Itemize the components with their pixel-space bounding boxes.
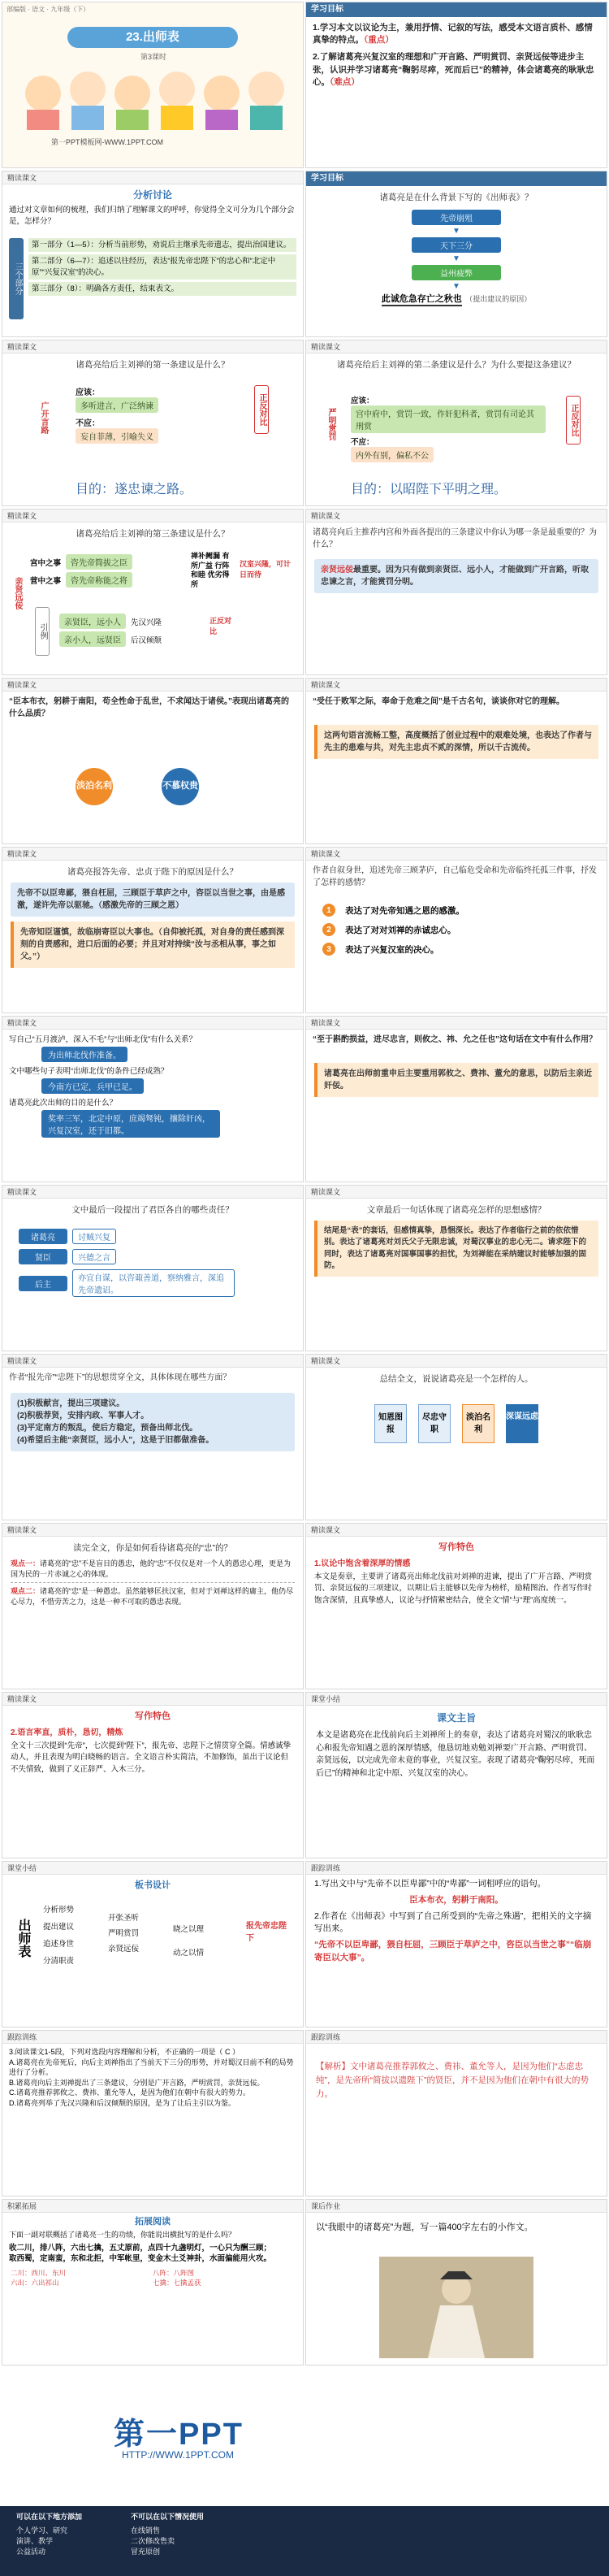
slide-advice-1[interactable] — [2, 340, 304, 506]
slide-header: 学习目标 — [306, 171, 607, 186]
example-1-result: 先汉兴隆 — [131, 618, 162, 627]
question-1: 写自己“五月渡泸，深入不毛”与“出师北伐”有什么关系？ — [9, 1035, 197, 1044]
board-mid-2: 严明赏罚 — [108, 1929, 140, 1938]
box-3: 益州疲弊 — [412, 265, 501, 280]
slide-header: 精读课文 — [306, 848, 607, 861]
left-label: 亲贤远佞 — [9, 557, 24, 630]
option-b: B.诸葛亮向后主刘禅提出了三条建议，分别是广开言路，严明赏罚，亲贤远佞。 — [9, 2078, 265, 2087]
couplet-down: 取西蜀，定南蛮，东和北拒，中军帐里，变金木土爻神卦，水面偏能用火攻。 — [9, 2254, 272, 2264]
slide-board-design[interactable] — [2, 1861, 304, 2027]
slide-header: 精读课文 — [306, 340, 607, 353]
question: 诸葛亮给后主刘禅的第三条建议是什么？ — [76, 529, 230, 539]
answer-1: 为出师北伐作准备。 — [41, 1047, 127, 1062]
duty-person-2: 贤臣 — [19, 1249, 67, 1264]
slide-header: 精读课文 — [2, 171, 303, 184]
section-title: 拓展阅读 — [135, 2217, 171, 2227]
goal-1-tag: （重点） — [364, 35, 394, 46]
view-2-label: 观点二： — [11, 1587, 41, 1596]
slide-header: 精读课文 — [2, 510, 303, 523]
question: 文章最后一句话体现了诸葛亮怎样的思想感情？ — [366, 1205, 546, 1215]
feature-text: 全文十三次提到“先帝”，七次提到“陛下”，报先帝、忠陛下之情贯穿全篇。情感诚挚动人，并且表现为明白晓畅的语言。全文语言朴实简洁，不加修饰，虽出于议论但不失情致，做到了义正辞严、入木三分。 — [11, 1741, 292, 1774]
lesson-title: 23.出师表 — [67, 27, 238, 48]
slide-goals[interactable] — [305, 2, 607, 168]
slide-summary-traits[interactable] — [305, 1354, 607, 1520]
question-3: 诸葛亮此次出师的目的是什么？ — [9, 1099, 118, 1108]
question: 诸葛亮向后主推荐内宫和外面各提出的三条建议中你认为哪一条是最重要的？为什么？ — [313, 528, 597, 549]
example-1: 亲贤臣，远小人 — [59, 614, 126, 629]
slide-background[interactable]: 学习目标 诸葛亮是在什么背景下写的《出师表》？ 先帝崩殂 ▼ 天下三分 ▼ 益州疲弊 ▼ 此诚危急存亡之秋也 （提出建议的原因） — [305, 171, 607, 337]
trait-2: 尽忠守职 — [418, 1404, 451, 1443]
question: 诸葛亮是在什么背景下写的《出师表》？ — [379, 193, 533, 202]
left-label: 广开言路 — [35, 389, 50, 446]
shouldnt-item: 妄自菲薄，引喻失义 — [76, 428, 158, 444]
duty-1: 讨贼兴复 — [72, 1229, 116, 1244]
slide-header: 精读课文 — [306, 1524, 607, 1537]
footer-brand: 第一PPT — [114, 2418, 244, 2452]
should-label: 应该： — [351, 397, 374, 405]
part-1: 第一部分（1—5）：分析当前形势，劝说后主继承先帝遗志，提出治国建议。 — [28, 238, 296, 252]
view-2: 诸葛亮的“忠”是一种愚忠。虽然能够匡扶汉室，但对于刘禅这样的庸主，他仍尽心尽力，不惜劳苦之力，这是一种不可取的愚忠表现。 — [11, 1587, 294, 1606]
slide-header: 跟踪训练 — [306, 2031, 607, 2044]
feeling-3: 表达了兴复汉室的决心。 — [345, 944, 439, 955]
slide-duties[interactable] — [2, 1185, 304, 1351]
duty-person-3: 后主 — [19, 1276, 67, 1291]
row-1-item: 咨先帝简拔之臣 — [66, 554, 132, 570]
view-1: 诸葛亮的“忠”不是盲目的愚忠，他的“忠”不仅仅是对一个人的愚忠心理，更是为国为民的一片赤诚之心的体现。 — [11, 1559, 292, 1578]
slide-most-important[interactable] — [305, 509, 607, 675]
slide-expedition[interactable] — [2, 1016, 304, 1182]
slide-writing-2[interactable] — [2, 1692, 304, 1858]
corner-label: 部编版 · 语文 · 九年级（下） — [6, 6, 90, 13]
aspect-1: (1)积极献言，提出三项建议。 — [17, 1399, 125, 1408]
slide-famous-line[interactable] — [305, 678, 607, 844]
board-right-1: 晓之以理 — [173, 1925, 205, 1934]
feeling-1: 表达了对先帝知遇之恩的感激。 — [345, 905, 464, 916]
children-illustration — [11, 61, 295, 130]
answer-3: 奖率三军，北定中原，庶竭驽钝，攘除奸凶，兴复汉室，还于旧都。 — [41, 1110, 220, 1138]
footer-col1-title: 可以在以下地方添加 — [16, 2513, 83, 2521]
slide-header: 精读课文 — [306, 679, 607, 692]
question: 作者自叙身世，追述先帝三顾茅庐，自己临危受命和先帝临终托孤三件事，抒发了怎样的感情？ — [313, 866, 597, 887]
should-item: 多听进言，广泛纳谏 — [76, 397, 158, 413]
board-title: 出师表 — [16, 1919, 30, 1958]
side-result: 汉室兴隆，可计日而待 — [240, 560, 292, 579]
answer: 结尾是“表”的套话，但感情真挚，恳悃深长。表达了作者临行之前的依依惜别。表达了诸葛亮对刘氏父子无限忠诚，对蜀汉事业的忠心无二。请求陛下的同时，表达了诸葛亮对国事国事的担忧，为刘禅能在采纳建议时能够加强的固防。 — [314, 1221, 598, 1277]
conclusion: 目的：以昭陛下平明之理。 — [351, 483, 508, 497]
slide-quality[interactable] — [2, 678, 304, 844]
intro-text: 通过对文章如何的梳理，我们归纳了理解课文的呼呼，你觉得全文可分为几个部分会是，怎样分？ — [9, 206, 295, 226]
question: 文中最后一段提出了君臣各自的哪些责任？ — [71, 1205, 234, 1215]
slide-feelings[interactable] — [305, 847, 607, 1013]
footer-col2-title: 不可以在以下情况使用 — [131, 2513, 205, 2521]
question: 诸葛亮报答先帝、忠贞于陛下的原因是什么？ — [67, 867, 238, 877]
aspect-2: (2)积极荐贤，安排内政、军事人才。 — [17, 1411, 149, 1420]
board-right-2: 动之以情 — [173, 1948, 205, 1958]
slide-header: 课堂小结 — [306, 1693, 607, 1706]
shouldnt-label: 不应： — [76, 419, 100, 428]
footer-url[interactable]: HTTP://WWW.1PPT.COM — [122, 2449, 234, 2461]
answer: 最重要。因为只有做到亲贤臣、远小人，才能做到广开言路，听取忠谏之言，才能赏罚分明。 — [321, 566, 589, 587]
aspect-4: (4)希望后主能“亲贤臣，远小人”，这是于旧都做准备。 — [17, 1435, 214, 1445]
row-2-item: 咨先帝称能之将 — [66, 572, 132, 588]
slide-advice-3[interactable] — [2, 509, 304, 675]
question: 3.阅读课文1-5段，下列对选段内容理解和分析，不正确的一项是（ C ） — [9, 2048, 240, 2056]
question: “臣本布衣，躬耕于南阳，苟全性命于乱世，不求闻达于诸侯。”表现出诸葛亮的什么品质？ — [9, 697, 289, 718]
conclusion: 目的：遂忠谏之路。 — [76, 483, 193, 497]
zhuge-liang-image — [379, 2257, 533, 2358]
analysis-text: 【解析】文中诸葛亮推荐郭攸之、费祎、董允等人，是因为他们“志虑忠纯”，是先帝所“简拔以遗陛下”的贤臣，并不是因为他们在朝中有很大的势力。 — [316, 2062, 589, 2099]
answer-2: “先帝不以臣卑鄙，猥自枉屈，三顾臣于草庐之中，咨臣以当世之事”“临崩寄臣以大事”。 — [314, 1940, 592, 1962]
side-benefits: 禅补阙漏 有所广益 行阵和睦 优劣得所 — [191, 552, 230, 589]
section-title: 分析讨论 — [132, 189, 172, 201]
option-a: A.诸葛亮在先帝死后，向后主刘禅指出了当前天下三分的形势，并对蜀汉目前不利的局势进行了分析。 — [9, 2058, 294, 2077]
answer-lead: 亲贤远佞 — [321, 566, 353, 575]
slide-header: 积累拓展 — [2, 2200, 303, 2213]
homework-text: 以“我眼中的诸葛亮”为题，写一篇400字左右的小作文。 — [316, 2223, 533, 2232]
question-2: 2.作者在《出师表》中写到了自己所受到的“先帝之殊遇”，把相关的文字摘写出来。 — [314, 1910, 592, 1934]
feature-heading: 2.语言率直，质朴，恳切，精炼 — [11, 1728, 123, 1737]
goal-2: 2.了解诸葛亮兴复汉室的理想和广开言路、严明赏罚、亲贤远佞等进步主张，认识并学习诸葛亮“鞠躬尽瘁，死而后已”的精神，体会诸葛亮的耿耿忠心。 — [313, 52, 594, 87]
row-2-label: 营中之事 — [30, 576, 62, 586]
trait-1: 知恩图报 — [374, 1404, 407, 1443]
shouldnt-label: 不应： — [351, 438, 374, 447]
question: “受任于败军之际，奉命于危难之间”是千古名句，谈谈你对它的理解。 — [313, 697, 564, 706]
slide-header: 精读课文 — [2, 679, 303, 692]
board-left-3: 追述身世 — [43, 1939, 75, 1949]
slide-header: 课后作业 — [306, 2200, 607, 2213]
trait-4: 深谋远虑 — [506, 1404, 538, 1443]
answer-2: 今南方已定，兵甲已足。 — [41, 1078, 144, 1094]
feature-heading: 1.议论中饱含着深厚的情感 — [314, 1559, 411, 1568]
slide-function[interactable] — [305, 1016, 607, 1182]
footer-col2-item-1: 在线销售 — [131, 2526, 161, 2535]
right-label: 正反对比 — [254, 385, 269, 434]
question: 诸葛亮给后主刘禅的第一条建议是什么？ — [76, 360, 230, 370]
source-text: 第一PPT模板网-WWW.1PPT.COM — [51, 138, 163, 146]
note-3: 六出：六出祁山 — [11, 2278, 59, 2287]
slide-header: 精读课文 — [2, 1355, 303, 1368]
duty-2: 兴德之言 — [72, 1249, 116, 1264]
box-1: 先帝崩殂 — [412, 210, 501, 225]
slide-practice-2[interactable] — [2, 2030, 304, 2197]
feeling-2: 表达了对对刘禅的赤诚忠心。 — [345, 925, 456, 935]
note-1: 二川：西川、东川 — [11, 2268, 67, 2277]
slide-practice-1[interactable] — [305, 1861, 607, 2027]
slide-header: 课堂小结 — [2, 1862, 303, 1875]
view-1-label: 观点一： — [11, 1559, 41, 1568]
option-c: C.诸葛亮推荐郭攸之、费祎、董允等人，是因为他们在朝中有很大的势力。 — [9, 2088, 251, 2097]
slide-header: 跟踪训练 — [306, 1862, 607, 1875]
slide-analysis[interactable] — [305, 2030, 607, 2197]
footer-col1-item-2: 演讲、教学 — [16, 2537, 54, 2545]
goal-2-tag: （难点） — [330, 76, 360, 87]
feature-text: 本文是奏章，主要讲了诸葛亮出师北伐前对刘禅的进谏，提出了广开言路、严明赏罚、亲贤远佞的三项建议，以期让后主能够以先帝为榜样，励精图治。作者写作时饱含深情，且真挚感人，议论与抒情紧密结合，使全文“情”与“理”高度统一。 — [314, 1572, 593, 1605]
answer: 诸葛亮在出师前重申后主要重用郭攸之、费祎、董允的意思，以防后主亲近奸佞。 — [314, 1063, 598, 1097]
section-title: 写作特色 — [135, 1711, 171, 1721]
question: 读完全文，你是如何看待诸葛亮的“忠”的？ — [73, 1543, 232, 1553]
footer-col2-item-2: 二次修改售卖 — [131, 2537, 175, 2545]
left-label: 严明赏罚 — [322, 396, 337, 453]
footer-col1-item-3: 公益活动 — [16, 2548, 46, 2556]
duty-3: 亦宜自谋，以咨诹善道，察纳雅言，深追先帝遗诏。 — [72, 1269, 235, 1297]
board-mid-1: 开张圣听 — [108, 1914, 140, 1923]
part-3: 第三部分（8）：明确各方责任，结束表文。 — [28, 282, 296, 296]
slide-title[interactable] — [2, 2, 304, 168]
board-left-1: 分析形势 — [43, 1906, 75, 1915]
slide-homework[interactable] — [305, 2199, 607, 2366]
slide-structure[interactable] — [2, 171, 304, 337]
should-label: 应该： — [76, 388, 100, 397]
question: 作者“报先帝”“忠陛下”的思想贯穿全文，具体体现在哪些方面？ — [9, 1373, 231, 1382]
quality-1: 淡泊名利 — [76, 768, 113, 805]
shouldnt-item: 内外有别，偏私不公 — [351, 447, 434, 462]
should-item: 宫中府中，赏罚一致，作奸犯科者，赏罚有司论其刑赏 — [351, 405, 546, 433]
side-label: 三个部分 — [9, 238, 24, 319]
duty-person-1: 诸葛亮 — [19, 1229, 67, 1244]
box-2: 天下三分 — [412, 237, 501, 253]
slide-header: 学习目标 — [306, 2, 607, 17]
reason-1: 先帝不以臣卑鄙，猥自枉屈，三顾臣于草庐之中，咨臣以当世之事，由是感激，遂许先帝以驱驰。（感激先帝的三顾之恩） — [11, 883, 295, 917]
couplet-up: 收二川，排八阵，六出七擒，五丈原前，点四十九盏明灯，一心只为酬三顾； — [9, 2244, 272, 2253]
slide-header: 精读课文 — [2, 848, 303, 861]
slide-writing-1[interactable] — [305, 1523, 607, 1689]
intro: 下面一副对联概括了诸葛亮一生的功绩，你能说出横批写的是什么吗？ — [9, 2231, 236, 2239]
example-2: 亲小人，远贤臣 — [59, 631, 126, 647]
trait-3: 淡泊名利 — [462, 1404, 495, 1443]
slide-header: 精读课文 — [306, 1355, 607, 1368]
example-2-result: 后汉倾颓 — [131, 635, 162, 645]
mid-label: 引例 — [35, 607, 50, 656]
slide-advice-2[interactable] — [305, 340, 607, 506]
slide-header: 精读课文 — [2, 1017, 303, 1030]
row-1-label: 宫中之事 — [30, 558, 62, 568]
footer-col1-item-1: 个人学习、研究 — [16, 2526, 68, 2535]
slide-extension[interactable] — [2, 2199, 304, 2366]
slide-header: 精读课文 — [306, 1186, 607, 1199]
option-d: D.诸葛亮列举了先汉兴隆和后汉倾颓的原因，是为了让后主引以为鉴。 — [9, 2098, 236, 2107]
slide-header: 精读课文 — [2, 340, 303, 353]
section-title: 课文主旨 — [436, 1712, 476, 1724]
slide-ending-feelings[interactable] — [305, 1185, 607, 1351]
slide-header: 跟踪训练 — [2, 2031, 303, 2044]
answer-1: 臣本布衣，躬耕于南阳。 — [409, 1894, 503, 1905]
answer: 这两句语言流畅工整，高度概括了创业过程中的艰难处境，也表达了作者与先主的患难与共，对先主忠贞不贰的深情，所以千古流传。 — [314, 725, 598, 759]
board-mid-3: 亲贤远佞 — [108, 1945, 140, 1954]
section-title: 写作特色 — [438, 1542, 474, 1552]
note-4: 七擒：七擒孟获 — [153, 2278, 201, 2287]
result-note: （提出建议的原因） — [465, 295, 532, 303]
question: “至于斟酌损益，进尽忠言，则攸之、祎、允之任也”这句话在文中有什么作用？ — [313, 1035, 597, 1044]
slide-header: 精读课文 — [306, 1017, 607, 1030]
contrast-label: 正反对比 — [209, 617, 232, 635]
footer-col2-item-3: 冒充原创 — [131, 2548, 161, 2556]
slide-reason[interactable] — [2, 847, 304, 1013]
slide-header: 精读课文 — [306, 510, 607, 523]
question: 总结全文，说说诸葛亮是一个怎样的人。 — [379, 1374, 533, 1384]
footer — [0, 2368, 609, 2576]
slide-header: 精读课文 — [2, 1693, 303, 1706]
board-left-2: 提出建议 — [43, 1922, 75, 1932]
slide-loyalty-aspects[interactable] — [2, 1354, 304, 1520]
quality-2: 不慕权贵 — [162, 768, 199, 805]
num-3: 3 — [322, 943, 335, 956]
num-2: 2 — [322, 923, 335, 936]
section-title: 板书设计 — [135, 1880, 171, 1890]
theme-text: 本文是诸葛亮在北伐前向后主刘禅所上的奏章，表达了诸葛亮对蜀汉的耿耿忠心和报先帝知遇之恩的深厚情感，他恳切地劝勉刘禅要广开言路、严明赏罚、亲贤远佞，以完成先帝未竟的事业，兴复汉室。表现了诸葛亮“鞠躬尽瘁，死而后已”的精神和北定中原、兴复汉室的决心。 — [316, 1731, 595, 1778]
period-label: 第3课时 — [140, 53, 166, 61]
result: 此诚危急存亡之秋也 — [382, 292, 462, 306]
question: 诸葛亮给后主刘禅的第二条建议是什么？为什么要提这条建议？ — [337, 360, 576, 370]
goal-1: 1.学习本文以议论为主，兼用抒情、记叙的写法，感受本文语言质朴、感情真挚的特点。 — [313, 23, 593, 46]
reason-2: 先帝知臣谨慎，故临崩寄臣以大事也。（自仰被托孤，对自身的责任感到深刻的自责感和，进口后面的必要；并且对对持续“汝与丞相从事，事之如父。”） — [11, 922, 295, 968]
slide-header: 精读课文 — [2, 1524, 303, 1537]
right-label: 正反对比 — [566, 396, 581, 445]
question-2: 文中哪些句子表明“出师北伐”的条件已经成熟？ — [9, 1067, 169, 1076]
board-side: 报先帝忠陛下 — [246, 1922, 287, 1943]
question-1: 1.写出文中与“先帝不以臣卑鄙”中的“卑鄙”一词相呼应的语句。 — [314, 1879, 546, 1889]
board-left-4: 分清职责 — [43, 1956, 75, 1966]
aspect-3: (3)平定南方的叛乱，使后方稳定，预备出师北伐。 — [17, 1423, 198, 1433]
slide-header: 精读课文 — [2, 1186, 303, 1199]
slide-theme[interactable] — [305, 1692, 607, 1858]
part-2: 第二部分（6—7）：追述以往经历，表达“报先帝忠陛下”的忠心和“北定中原”“兴复汉室”的决心。 — [28, 254, 296, 280]
num-1: 1 — [322, 904, 335, 917]
note-2: 八阵：八阵图 — [153, 2268, 195, 2277]
slide-views[interactable] — [2, 1523, 304, 1689]
